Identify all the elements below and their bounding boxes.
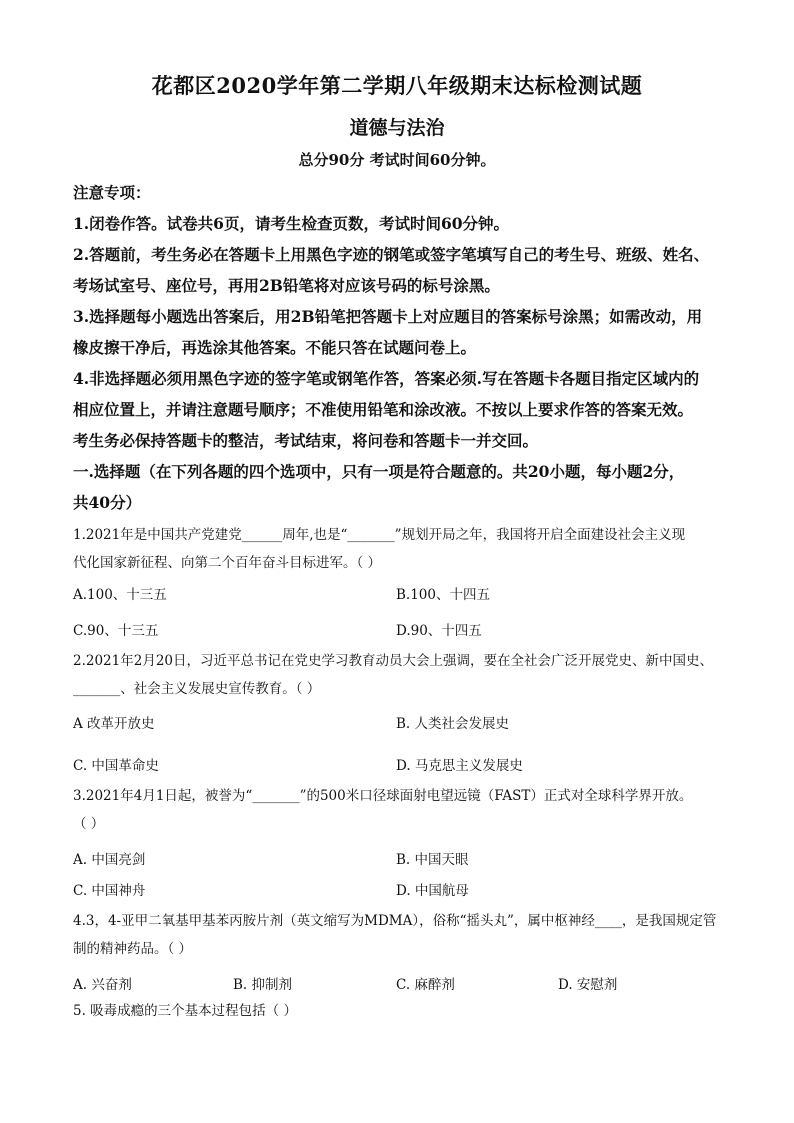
notice-line: 橡皮擦干净后，再选涂其他答案。不能只答在试题问卷上。 [73,338,477,357]
question-stem: 4.3，4-亚甲二氧基甲基苯丙胺片剂（英文缩写为MDMA），俗称“摇头丸”，属中枢神经____，是我国规定管 [73,913,717,929]
question-stem: （ ） [73,816,105,832]
question-stem: 2.2021年2月20日，习近平总书记在党史学习教育动员大会上强调，要在全社会广泛开展党史、新中国史、 [73,653,714,669]
section-heading-cont: 共40分） [73,493,142,512]
option-d[interactable]: D. 安慰剂 [558,977,618,993]
exam-meta: 总分90分 考试时间60分钟。 [298,151,496,169]
question-stem: 3.2021年4月1日起，被誉为“_______”的500米口径球面射电望远镜（FAST）正式对全球科学界开放。 [73,788,693,804]
option-a[interactable]: A. 兴奋剂 [73,977,132,993]
notice-line: 考场试室号、座位号，再用2B铅笔将对应该号码的标号涂黑。 [73,276,500,295]
option-b[interactable]: B. 抑制剂 [233,977,293,993]
option-a[interactable]: A 改革开放史 [73,716,155,732]
option-b[interactable]: B. 中国天眼 [396,852,469,868]
option-c[interactable]: C. 麻醉剂 [396,977,455,993]
option-c[interactable]: C. 中国革命史 [73,758,159,774]
question-1 [73,521,733,577]
notice-line: 4.非选择题必须用黑色字迹的签字笔或钢笔作答，答案必须.写在答题卡各题目指定区域内的 [73,369,700,388]
option-c[interactable]: C.90、十三五 [73,623,159,639]
question-4 [73,907,733,963]
option-d[interactable]: D.90、十四五 [396,623,482,639]
question-stem: 代化国家新征程、向第二个百年奋斗目标进军。（ ） [73,555,382,571]
question-stem: 5. 吸毒成瘾的三个基本过程包括（ ） [73,1003,297,1019]
exam-title: 花都区2020学年第二学期八年级期末达标检测试题 [151,73,643,98]
question-2 [73,647,733,703]
notice-line: 1.闭卷作答。试卷共6页，请考生检查页数，考试时间60分钟。 [73,214,510,233]
question-3 [73,782,733,838]
question-5 [73,997,733,1025]
notice-block [73,177,733,518]
notice-line: 3.选择题每小题选出答案后，用2B铅笔把答题卡上对应题目的答案标号涂黑；如需改动，用 [73,307,703,326]
option-b[interactable]: B. 人类社会发展史 [396,716,510,732]
subject-title: 道德与法治 [349,117,445,139]
notice-line: 考生务必保持答题卡的整洁，考试结束，将问卷和答题卡一并交回。 [73,431,539,450]
option-a[interactable]: A.100、十三五 [73,587,167,603]
option-c[interactable]: C. 中国神舟 [73,883,146,899]
question-stem: 1.2021年是中国共产党建党______周年,也是“_______”规划开局之年，我国将开启全面建设社会主义现 [73,527,686,543]
option-d[interactable]: D. 马克思主义发展史 [396,758,523,774]
notice-line: 2.答题前，考生务必在答题卡上用黑色字迹的钢笔或签字笔填写自己的考生号、班级、姓名、 [73,245,710,264]
notice-heading: 注意专项： [73,183,151,202]
option-a[interactable]: A. 中国亮剑 [73,852,146,868]
section-heading: 一.选择题（在下列各题的四个选项中，只有一项是符合题意的。共20小题，每小题2分， [73,462,685,481]
option-b[interactable]: B.100、十四五 [396,587,490,603]
option-d[interactable]: D. 中国航母 [396,883,469,899]
question-stem: _______、社会主义发展史宣传教育。（ ） [73,681,321,697]
notice-line: 相应位置上，并请注意题号顺序；不准使用铅笔和涂改液。不按以上要求作答的答案无效。 [73,400,694,419]
question-stem: 制的精神药品。（ ） [73,941,193,957]
